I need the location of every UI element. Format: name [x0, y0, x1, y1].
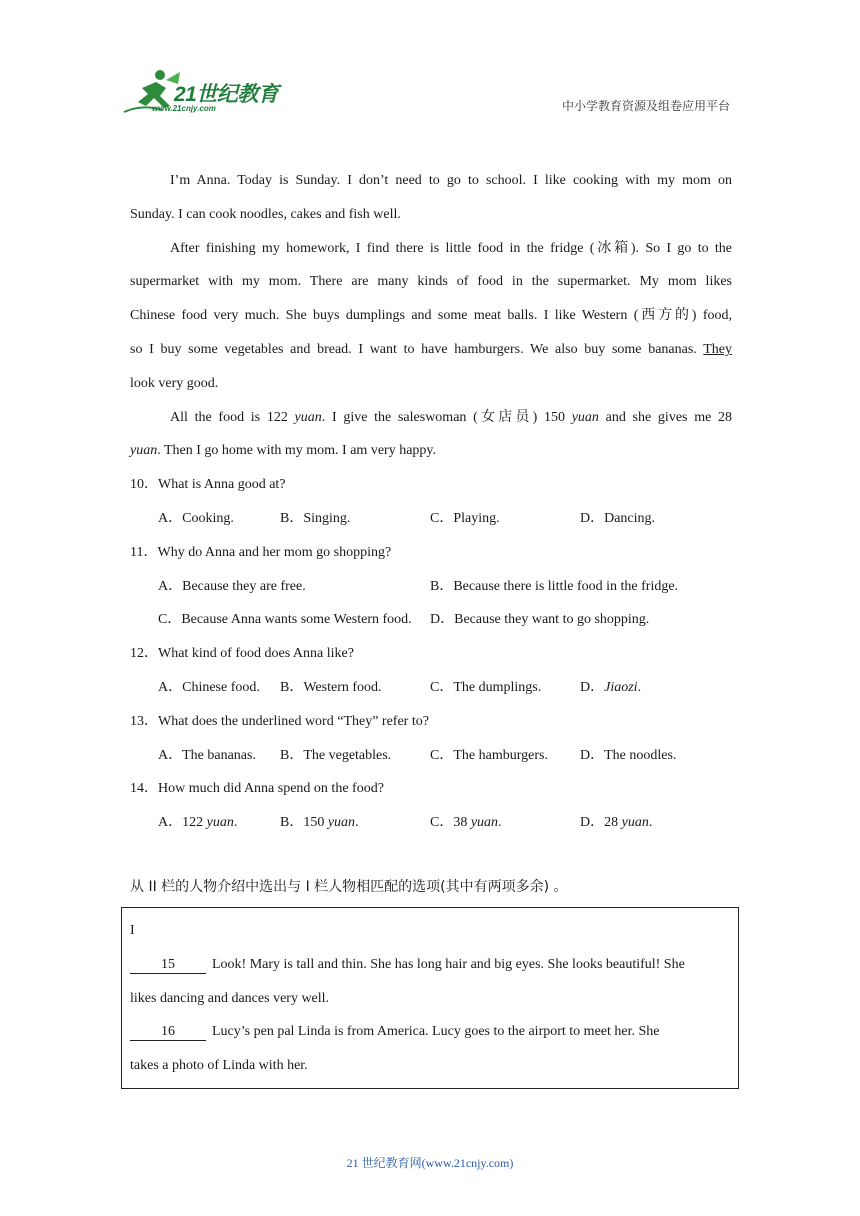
matching-item-16-cont: takes a photo of Linda with her.	[130, 1058, 308, 1074]
matching-item-16: 16 Lucy’s pen pal Linda is from America. Lucy goes to the airport to meet her. She	[130, 1015, 728, 1049]
option-c[interactable]: C．Playing.	[430, 510, 500, 526]
option-d[interactable]: D．Jiaozi.	[580, 679, 642, 695]
option-d[interactable]: D．Because they want to go shopping.	[430, 612, 650, 628]
options-14	[130, 806, 732, 840]
option-d[interactable]: D．The noodles.	[580, 747, 677, 763]
question-11: 11．Why do Anna and her mom go shopping?	[130, 544, 392, 560]
option-a[interactable]: A．Cooking.	[158, 510, 234, 526]
matching-item-15: 15 Look! Mary is tall and thin. She has long hair and big eyes. She looks beautiful! She	[130, 948, 728, 982]
footer-link[interactable]: 21 世纪教育网(www.21cnjy.com)	[346, 1156, 514, 1170]
option-a[interactable]: A．122 yuan.	[158, 815, 238, 831]
passage-line: look very good.	[130, 375, 219, 391]
passage-line: After finishing my homework, I find there is little food in the fridge (冰箱). So I go to the	[170, 240, 732, 256]
option-b[interactable]: B．Singing.	[280, 510, 351, 526]
passage-line: yuan. Then I go home with my mom. I am very happy.	[130, 443, 437, 459]
option-d[interactable]: D．Dancing.	[580, 510, 656, 526]
options-11-row1	[130, 570, 732, 604]
passage-line: supermarket with my mom. There are many kinds of food in the supermarket. My mom likes	[130, 274, 732, 290]
option-a[interactable]: A．The bananas.	[158, 747, 256, 763]
answer-blank-15[interactable]: 15	[130, 957, 206, 974]
option-b[interactable]: B．150 yuan.	[280, 815, 359, 831]
option-b[interactable]: B．Because there is little food in the fridge.	[430, 578, 679, 594]
site-logo	[122, 66, 292, 116]
underlined-word: They	[703, 341, 732, 357]
question-10: 10．What is Anna good at?	[130, 477, 286, 493]
option-a[interactable]: A．Because they are free.	[158, 578, 306, 594]
matching-box	[121, 907, 739, 1089]
option-c[interactable]: C．Because Anna wants some Western food.	[158, 612, 412, 628]
option-c[interactable]: C．The dumplings.	[430, 679, 542, 695]
matching-instruction: 从 II 栏的人物介绍中选出与 I 栏人物相匹配的选项(其中有两项多余) 。	[130, 879, 568, 895]
passage-line: Sunday. I can cook noodles, cakes and fish well.	[130, 206, 401, 222]
passage-line: I’m Anna. Today is Sunday. I don’t need to go to school. I like cooking with my mom on	[170, 173, 732, 188]
option-c[interactable]: C．The hamburgers.	[430, 747, 548, 763]
option-c[interactable]: C．38 yuan.	[430, 815, 502, 831]
logo-text: 21世纪教育	[174, 83, 279, 106]
matching-item-15-cont: likes dancing and dances very well.	[130, 990, 330, 1006]
options-12	[130, 671, 732, 705]
platform-name: 中小学教育资源及组卷应用平台	[561, 99, 730, 113]
reading-section	[130, 164, 732, 840]
question-12: 12．What kind of food does Anna like?	[130, 646, 354, 662]
options-11-row2	[130, 603, 732, 637]
column-label: I	[130, 923, 135, 938]
question-14: 14．How much did Anna spend on the food?	[130, 781, 384, 797]
question-13: 13．What does the underlined word “They” refer to?	[130, 713, 429, 729]
option-b[interactable]: B．Western food.	[280, 679, 382, 695]
passage-line: so I buy some vegetables and bread. I want to have hamburgers. We also buy some bananas. They	[130, 341, 732, 357]
options-13	[130, 739, 732, 773]
passage-line: All the food is 122 yuan. I give the saleswoman (女店员) 150 yuan and she gives me 28	[170, 409, 733, 425]
logo-url: www.21cnjy.com	[152, 104, 216, 113]
option-b[interactable]: B．The vegetables.	[280, 747, 392, 763]
answer-blank-16[interactable]: 16	[130, 1024, 206, 1041]
option-a[interactable]: A．Chinese food.	[158, 679, 260, 695]
passage-line: Chinese food very much. She buys dumplings and some meat balls. I like Western (西方的) food,	[130, 308, 732, 324]
options-10	[130, 502, 732, 536]
option-d[interactable]: D．28 yuan.	[580, 815, 653, 831]
